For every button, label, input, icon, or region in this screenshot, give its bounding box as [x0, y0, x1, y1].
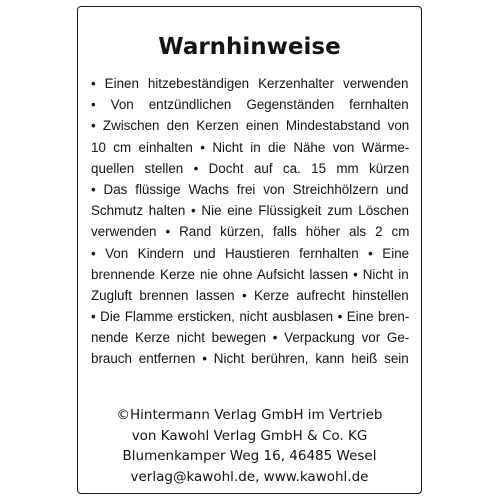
warning-line: nende Kerze nicht bewegen • Verpackung vor Ge- [91, 330, 409, 346]
warning-line: quellen stellen • Docht auf ca. 15 mm kürzen [91, 160, 409, 176]
warning-line: • Zwischen den Kerzen einen Mindestabstand von [91, 118, 409, 134]
footer-address-line: Blumenkamper Weg 16, 46485 Wesel [122, 448, 377, 464]
warning-line: • Von entzündlichen Gegenständen fernhalten [91, 97, 409, 113]
warning-line: Zugluft brennen lassen • Kerze aufrecht hinstellen [91, 287, 409, 303]
warning-text-block [91, 73, 409, 370]
warning-line: brennende Kerze nie ohne Aufsicht lassen • Nicht in [91, 266, 409, 282]
warning-line: Schmutz halten • Nie eine Flüssigkeit zum Löschen [91, 203, 409, 219]
footer-copyright-line: ©Hintermann Verlag GmbH im Vertrieb [116, 407, 383, 423]
footer-distributor-line: von Kawohl Verlag GmbH & Co. KG [131, 427, 368, 444]
warning-line: 10 cm einhalten • Nicht in die Nähe von Wärme- [91, 139, 409, 155]
warning-line: • Das flüssige Wachs frei von Streichhölzern und [91, 181, 409, 197]
warning-line: brauch entfernen • Nicht berühren, kann heiß sein [91, 351, 409, 367]
warning-line: • Die Flamme ersticken, nicht ausblasen • Eine bren- [91, 309, 409, 325]
warning-line: • Einen hitzebeständigen Kerzenhalter verwenden [91, 76, 409, 91]
publisher-footer [78, 405, 421, 487]
warning-title: Warnhinweise [158, 34, 341, 60]
warning-line: verwenden • Rand kürzen, falls höher als 2 cm [91, 224, 409, 240]
warning-label-card [77, 6, 422, 494]
footer-contact-line: verlag@kawohl.de, www.kawohl.de [130, 468, 369, 485]
warning-line: • Von Kindern und Haustieren fernhalten • Eine [91, 245, 409, 261]
